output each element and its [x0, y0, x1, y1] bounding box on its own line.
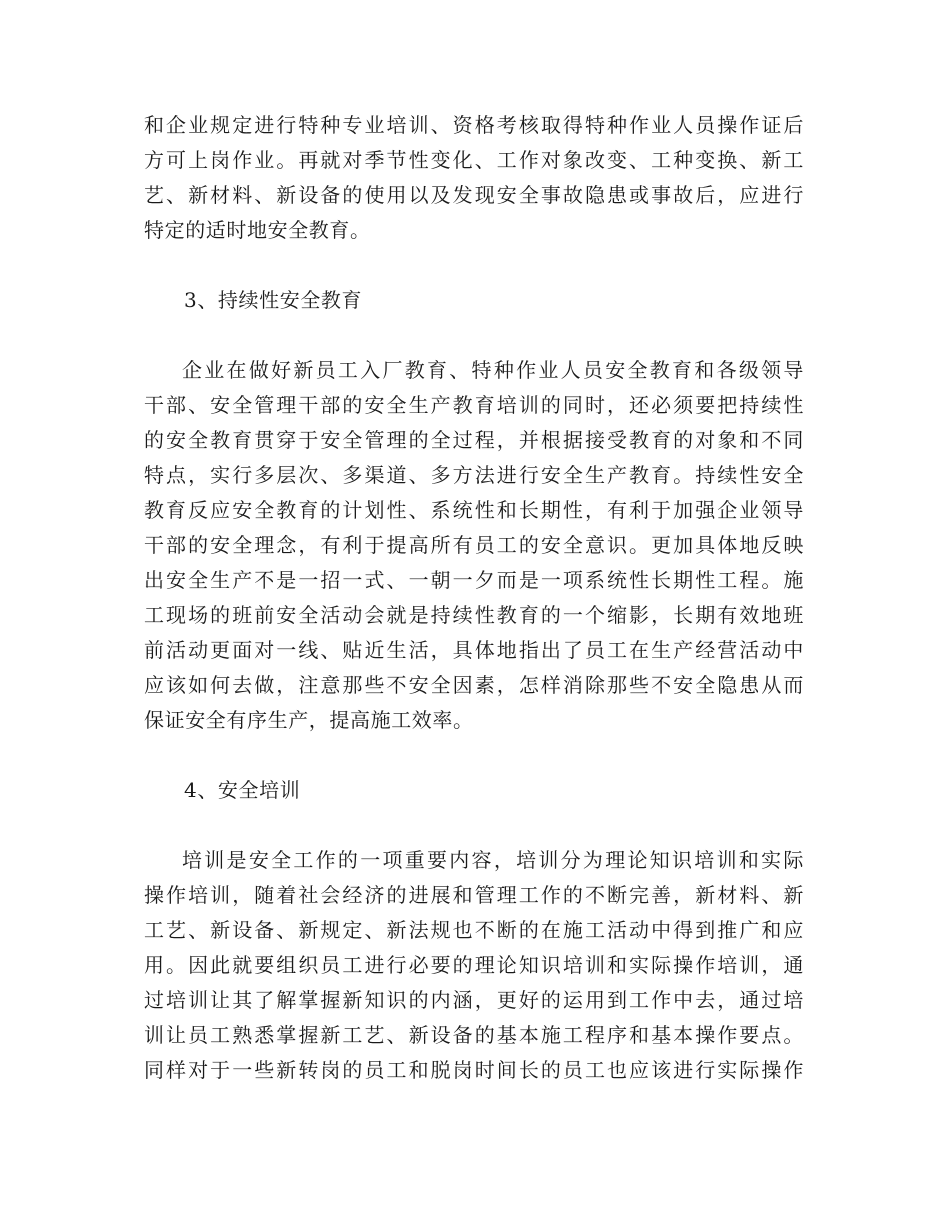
- text-line: 工现场的班前安全活动会就是持续性教育的一个缩影，长期有效地班: [144, 603, 804, 627]
- text-line: 艺、新材料、新设备的使用以及发现安全事故隐患或事故后，应进行: [144, 183, 804, 207]
- text-line: 的安全教育贯穿于安全管理的全过程，并根据接受教育的对象和不同: [144, 428, 804, 452]
- paragraph-spacer: [144, 248, 804, 283]
- text-line: 干部的安全理念，有利于提高所有员工的安全意识。更加具体地反映: [144, 533, 804, 557]
- text-line: 出安全生产不是一招一式、一朝一夕而是一项系统性长期性工程。施: [144, 568, 804, 592]
- text-line: 用。因此就要组织员工进行必要的理论知识培训和实际操作培训，通: [144, 953, 804, 977]
- text-line: 操作培训，随着社会经济的进展和管理工作的不断完善，新材料、新: [144, 883, 804, 907]
- text-line: 教育反应安全教育的计划性、系统性和长期性，有利于加强企业领导: [144, 498, 804, 522]
- section-heading-4: 4、安全培训: [184, 778, 301, 802]
- text-line: 企业在做好新员工入厂教育、特种作业人员安全教育和各级领导: [182, 358, 804, 382]
- text-line: 干部、安全管理干部的安全生产教育培训的同时，还必须要把持续性: [144, 393, 804, 417]
- section-heading-3: 3、持续性安全教育: [184, 288, 363, 312]
- text-line: 前活动更面对一线、贴近生活，具体地指出了员工在生产经营活动中: [144, 638, 804, 662]
- text-line: 工艺、新设备、新规定、新法规也不断的在施工活动中得到推广和应: [144, 918, 804, 942]
- document-page: [144, 108, 804, 1088]
- text-line: 特点，实行多层次、多渠道、多方法进行安全生产教育。持续性安全: [144, 463, 804, 487]
- paragraph-spacer: [144, 738, 804, 773]
- text-line: 训让员工熟悉掌握新工艺、新设备的基本施工程序和基本操作要点。: [144, 1023, 804, 1047]
- text-line: 培训是安全工作的一项重要内容，培训分为理论知识培训和实际: [182, 848, 804, 872]
- paragraph-spacer: [144, 808, 804, 843]
- text-line: 应该如何去做，注意那些不安全因素，怎样消除那些不安全隐患从而: [144, 673, 804, 697]
- paragraph-spacer: [144, 318, 804, 353]
- text-line: 过培训让其了解掌握新知识的内涵，更好的运用到工作中去，通过培: [144, 988, 804, 1012]
- text-line: 和企业规定进行特种专业培训、资格考核取得特种作业人员操作证后: [144, 113, 804, 137]
- text-line: 保证安全有序生产，提高施工效率。: [144, 708, 474, 732]
- text-line: 方可上岗作业。再就对季节性变化、工作对象改变、工种变换、新工: [144, 148, 804, 172]
- section-4-paragraph: [144, 843, 804, 1088]
- text-line: 特定的适时地安全教育。: [144, 218, 371, 242]
- paragraph-continued: [144, 108, 804, 248]
- section-3-paragraph: [144, 353, 804, 738]
- text-line: 同样对于一些新转岗的员工和脱岗时间长的员工也应该进行实际操作: [144, 1058, 804, 1082]
